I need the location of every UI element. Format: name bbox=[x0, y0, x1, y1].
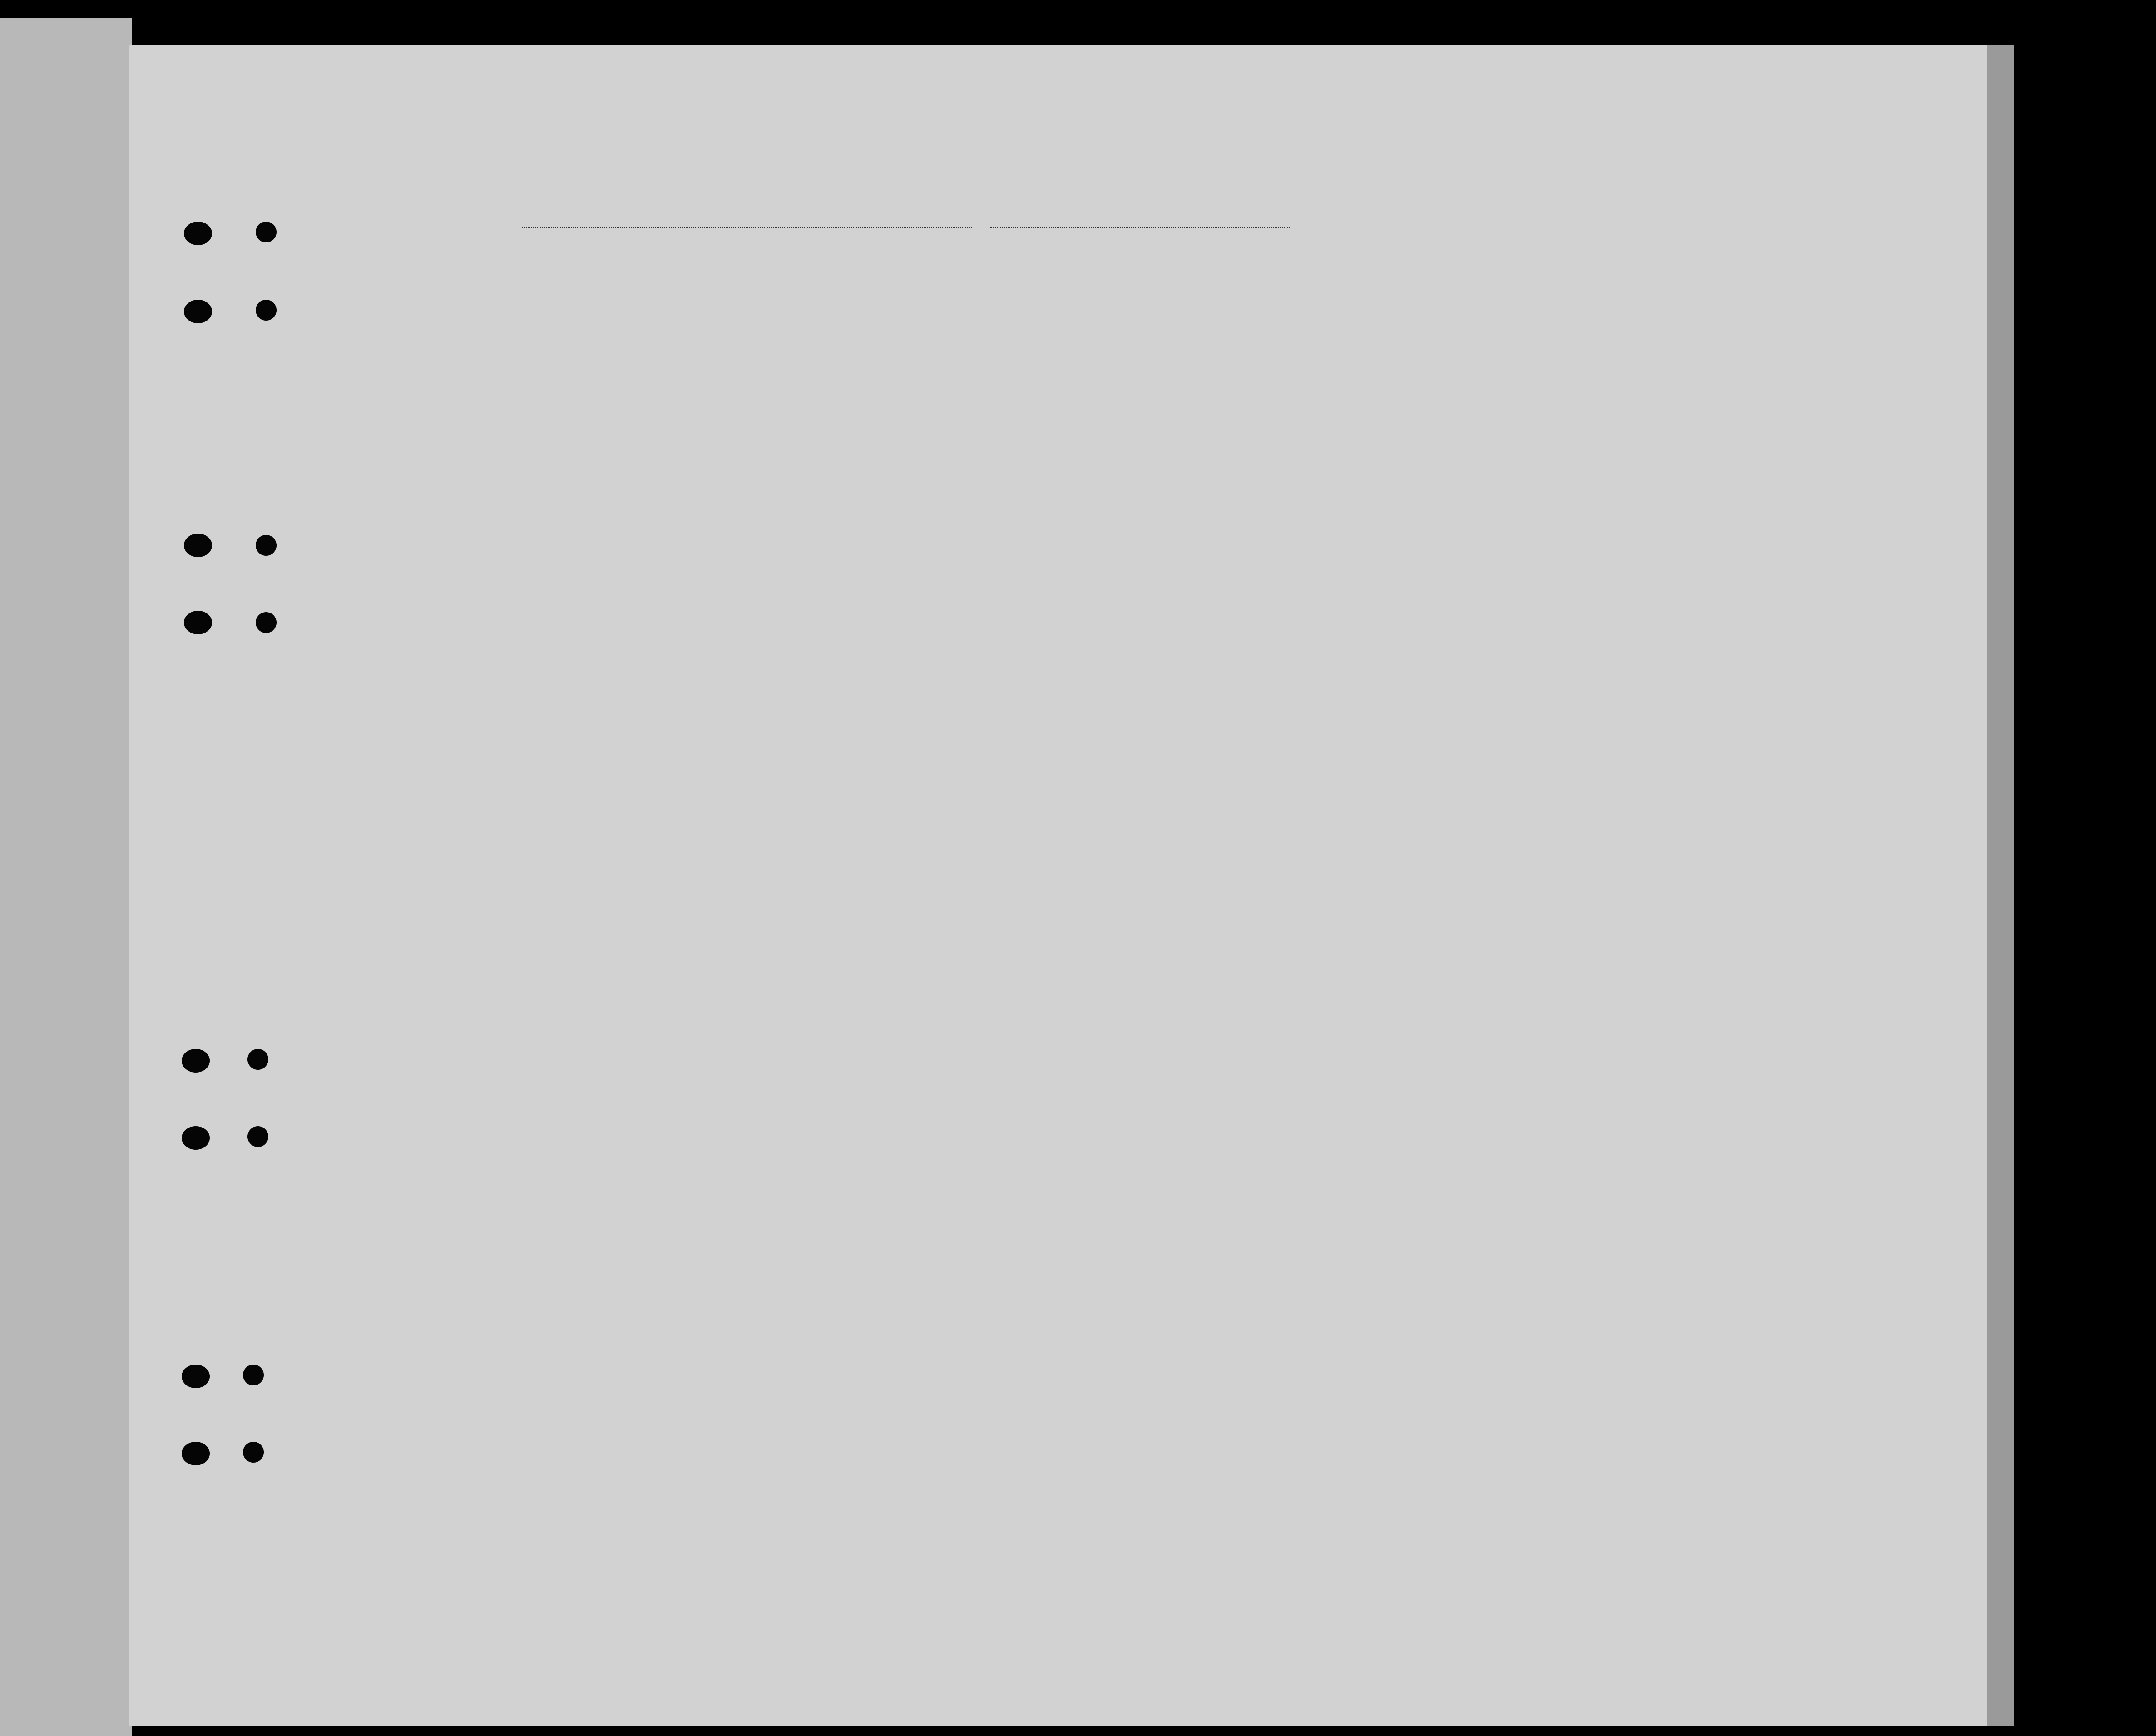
binder-hole bbox=[247, 1049, 268, 1070]
binder-hole bbox=[243, 1442, 264, 1463]
header-polygamist bbox=[1392, 295, 1407, 409]
date-line bbox=[990, 227, 1290, 228]
binder-hole bbox=[256, 612, 277, 633]
header-q28 bbox=[1444, 295, 1480, 404]
header-inches bbox=[1699, 372, 1713, 413]
sheet-edge bbox=[1987, 45, 2014, 1726]
port-line bbox=[522, 227, 972, 228]
binder-hole bbox=[256, 535, 277, 556]
binder-hole bbox=[184, 534, 212, 557]
header-purpose-b bbox=[1278, 300, 1305, 404]
binder-hole bbox=[184, 300, 212, 323]
header-q30 bbox=[1530, 295, 1555, 404]
header-purpose-d bbox=[1355, 300, 1378, 404]
header-purpose-a bbox=[1224, 300, 1256, 404]
binder-hole bbox=[182, 1049, 210, 1073]
binder-hole bbox=[184, 222, 212, 245]
binder-hole bbox=[182, 1365, 210, 1388]
header-feet bbox=[1679, 381, 1693, 413]
header-anarchist bbox=[1418, 295, 1433, 409]
binder-hole bbox=[256, 222, 277, 242]
binder-hole bbox=[184, 611, 212, 634]
binder-hole bbox=[182, 1126, 210, 1150]
header-q29 bbox=[1488, 295, 1518, 404]
header-purpose-c bbox=[1328, 300, 1351, 404]
left-page-fragment bbox=[0, 18, 132, 1736]
binder-hole bbox=[182, 1442, 210, 1465]
binder-hole bbox=[243, 1365, 264, 1385]
header-ticket bbox=[724, 286, 750, 404]
header-money bbox=[836, 286, 861, 404]
binder-hole bbox=[247, 1126, 268, 1147]
manifest-sheet bbox=[129, 45, 1987, 1726]
binder-hole bbox=[256, 300, 277, 321]
